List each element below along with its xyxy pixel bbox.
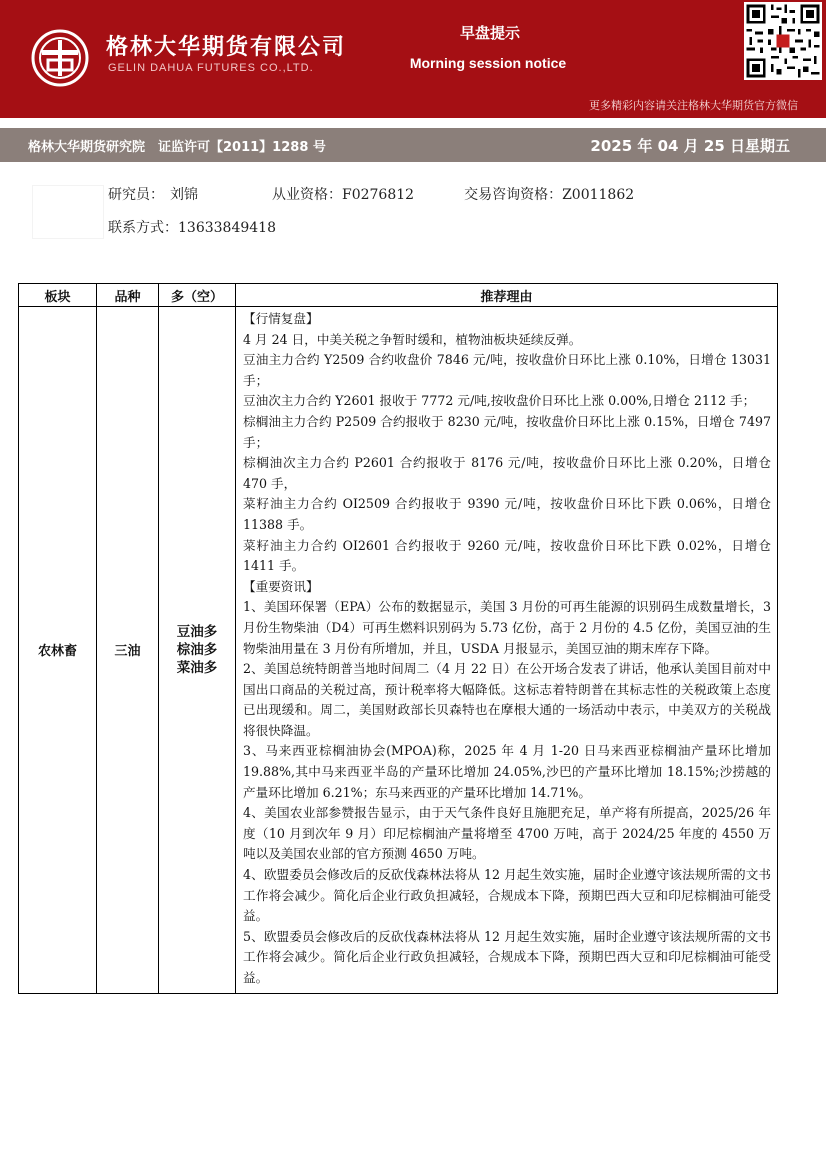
table-header-row <box>19 284 778 307</box>
news-item: 5、欧盟委员会修改后的反砍伐森林法将从 12 月起生效实施，届时企业遵守该法规所需的文书工作将会减少。简化后企业行政负担减轻，合规成本下降，预期巴西大豆和印尼棕榈油可能受益。 <box>243 928 771 985</box>
direction-cell <box>159 307 236 994</box>
reason-paragraph: 豆油次主力合约 Y2601 报收于 7772 元/吨,按收盘价日环比上涨 0.00%,日增仓 2112 手； <box>243 393 756 409</box>
reason-paragraph: 豆油主力合约 Y2509 合约收盘价 7846 元/吨，按收盘价日环比上涨 0.10%，日增仓 13031 手； <box>243 352 771 388</box>
advisory-label: 交易咨询资格： <box>464 187 563 203</box>
qr-code-icon <box>744 2 822 80</box>
wechat-follow-note: 更多精彩内容请关注格林大华期货官方微信 <box>589 99 798 112</box>
report-date: 2025 年 04 月 25 日星期五 <box>590 137 790 155</box>
advisory-number: Z0011862 <box>562 187 635 203</box>
reason-paragraph: 菜籽油主力合约 OI2601 合约报收于 9260 元/吨，按收盘价日环比下跌 0.02%，日增仓 1411 手。 <box>243 537 771 574</box>
reason-cell <box>236 307 778 994</box>
contact-row <box>108 217 276 237</box>
news-item: 1、美国环保署（EPA）公布的数据显示，美国 3 月份的可再生能源的识别码生成数量增长，3 月份生物柴油（D4）可再生燃料识别码为 5.73 亿份，高于 2 月份的 4.5 亿份，美国豆油的生物柴油用量在 3 月份有所增加，并且，USDA 月报显示，美国豆油的期末库存下降。 <box>243 599 771 656</box>
direction-item: 菜油多 <box>176 659 218 676</box>
news-item: 4、美国农业部参赞报告显示，由于天气条件良好且施肥充足，单产将有所提高，2025/26 年度（10 月到次年 9 月）印尼棕榈油产量将增至 4700 万吨，高于 2024/25 年度的 4550 万吨以及美国农业部的官方预测 4650 万吨。 <box>243 805 771 862</box>
section-heading-market-review: 【行情复盘】 <box>243 311 319 326</box>
header-direction: 多（空） <box>159 284 236 307</box>
news-item: 3、马来西亚棕榈油协会(MPOA)称，2025 年 4 月 1-20 日马来西亚棕榈油产量环比增加 19.88%,其中马来西亚半岛的产量环比增加 24.05%,沙巴的产量环比增加 18.15%;沙捞越的产量环比增加 6.21%；东马来西亚的产量环比增加 14.71%。 <box>243 743 771 800</box>
news-item: 4、欧盟委员会修改后的反砍伐森林法将从 12 月起生效实施，届时企业遵守该法规所需的文书工作将会减少。简化后企业行政负担减轻，合规成本下降，预期巴西大豆和印尼棕榈油可能受益。 <box>243 867 771 924</box>
company-name-en: GELIN DAHUA FUTURES CO.,LTD. <box>108 62 314 74</box>
reason-paragraph: 菜籽油主力合约 OI2509 合约报收于 9390 元/吨，按收盘价日环比下跌 0.06%，日增仓 11388 手。 <box>243 496 771 532</box>
header-sector: 板块 <box>19 284 97 307</box>
doc-title-cn: 早盘提示 <box>459 24 520 42</box>
section-heading-key-news: 【重要资讯】 <box>243 578 319 594</box>
qualification-label: 从业资格： <box>272 187 342 203</box>
company-logo-icon <box>30 28 90 88</box>
header-variety: 品种 <box>97 284 159 307</box>
direction-item: 豆油多 <box>176 623 218 640</box>
header-reason: 推荐理由 <box>236 284 778 307</box>
recommendation-table <box>18 283 778 994</box>
company-name-cn: 格林大华期货有限公司 <box>106 35 347 60</box>
table-row <box>19 307 778 994</box>
researcher-name: 刘锦 <box>170 187 198 203</box>
researcher-label: 研究员： <box>108 187 164 203</box>
news-item: 2、美国总统特朗普当地时间周二（4 月 22 日）在公开场合发表了讲话，他承认美国目前对中国出口商品的关税过高，预计税率将大幅降低。这标志着特朗普在其标志性的关税政策上态度已出现缓和。周二，美国财政部长贝森特也在摩根大通的一场活动中表示，中美双方的关税战将很快降温。 <box>243 661 771 738</box>
analyst-info-row <box>108 184 634 204</box>
page-header <box>0 0 826 118</box>
contact-number: 13633849418 <box>178 220 276 236</box>
institute-license: 格林大华期货研究院 证监许可【2011】1288 号 <box>28 140 326 155</box>
doc-title-en: Morning session notice <box>409 55 567 71</box>
sector-cell: 农林畜 <box>19 307 97 994</box>
contact-label: 联系方式： <box>108 220 178 236</box>
reason-paragraph: 棕榈油次主力合约 P2601 合约报收于 8176 元/吨，按收盘价日环比上涨 0.20%，日增仓 470 手， <box>243 455 771 491</box>
reason-paragraph: 4 月 24 日，中美关税之争暂时缓和，植物油板块延续反弹。 <box>243 331 582 347</box>
photo-placeholder <box>32 185 104 239</box>
subheader-bar <box>0 128 826 162</box>
reason-paragraph: 棕榈油主力合约 P2509 合约报收于 8230 元/吨，按收盘价日环比上涨 0.15%，日增仓 7497 手； <box>243 413 771 450</box>
direction-item: 棕油多 <box>176 641 218 658</box>
qualification-number: F0276812 <box>342 187 415 203</box>
variety-cell: 三油 <box>97 307 159 994</box>
